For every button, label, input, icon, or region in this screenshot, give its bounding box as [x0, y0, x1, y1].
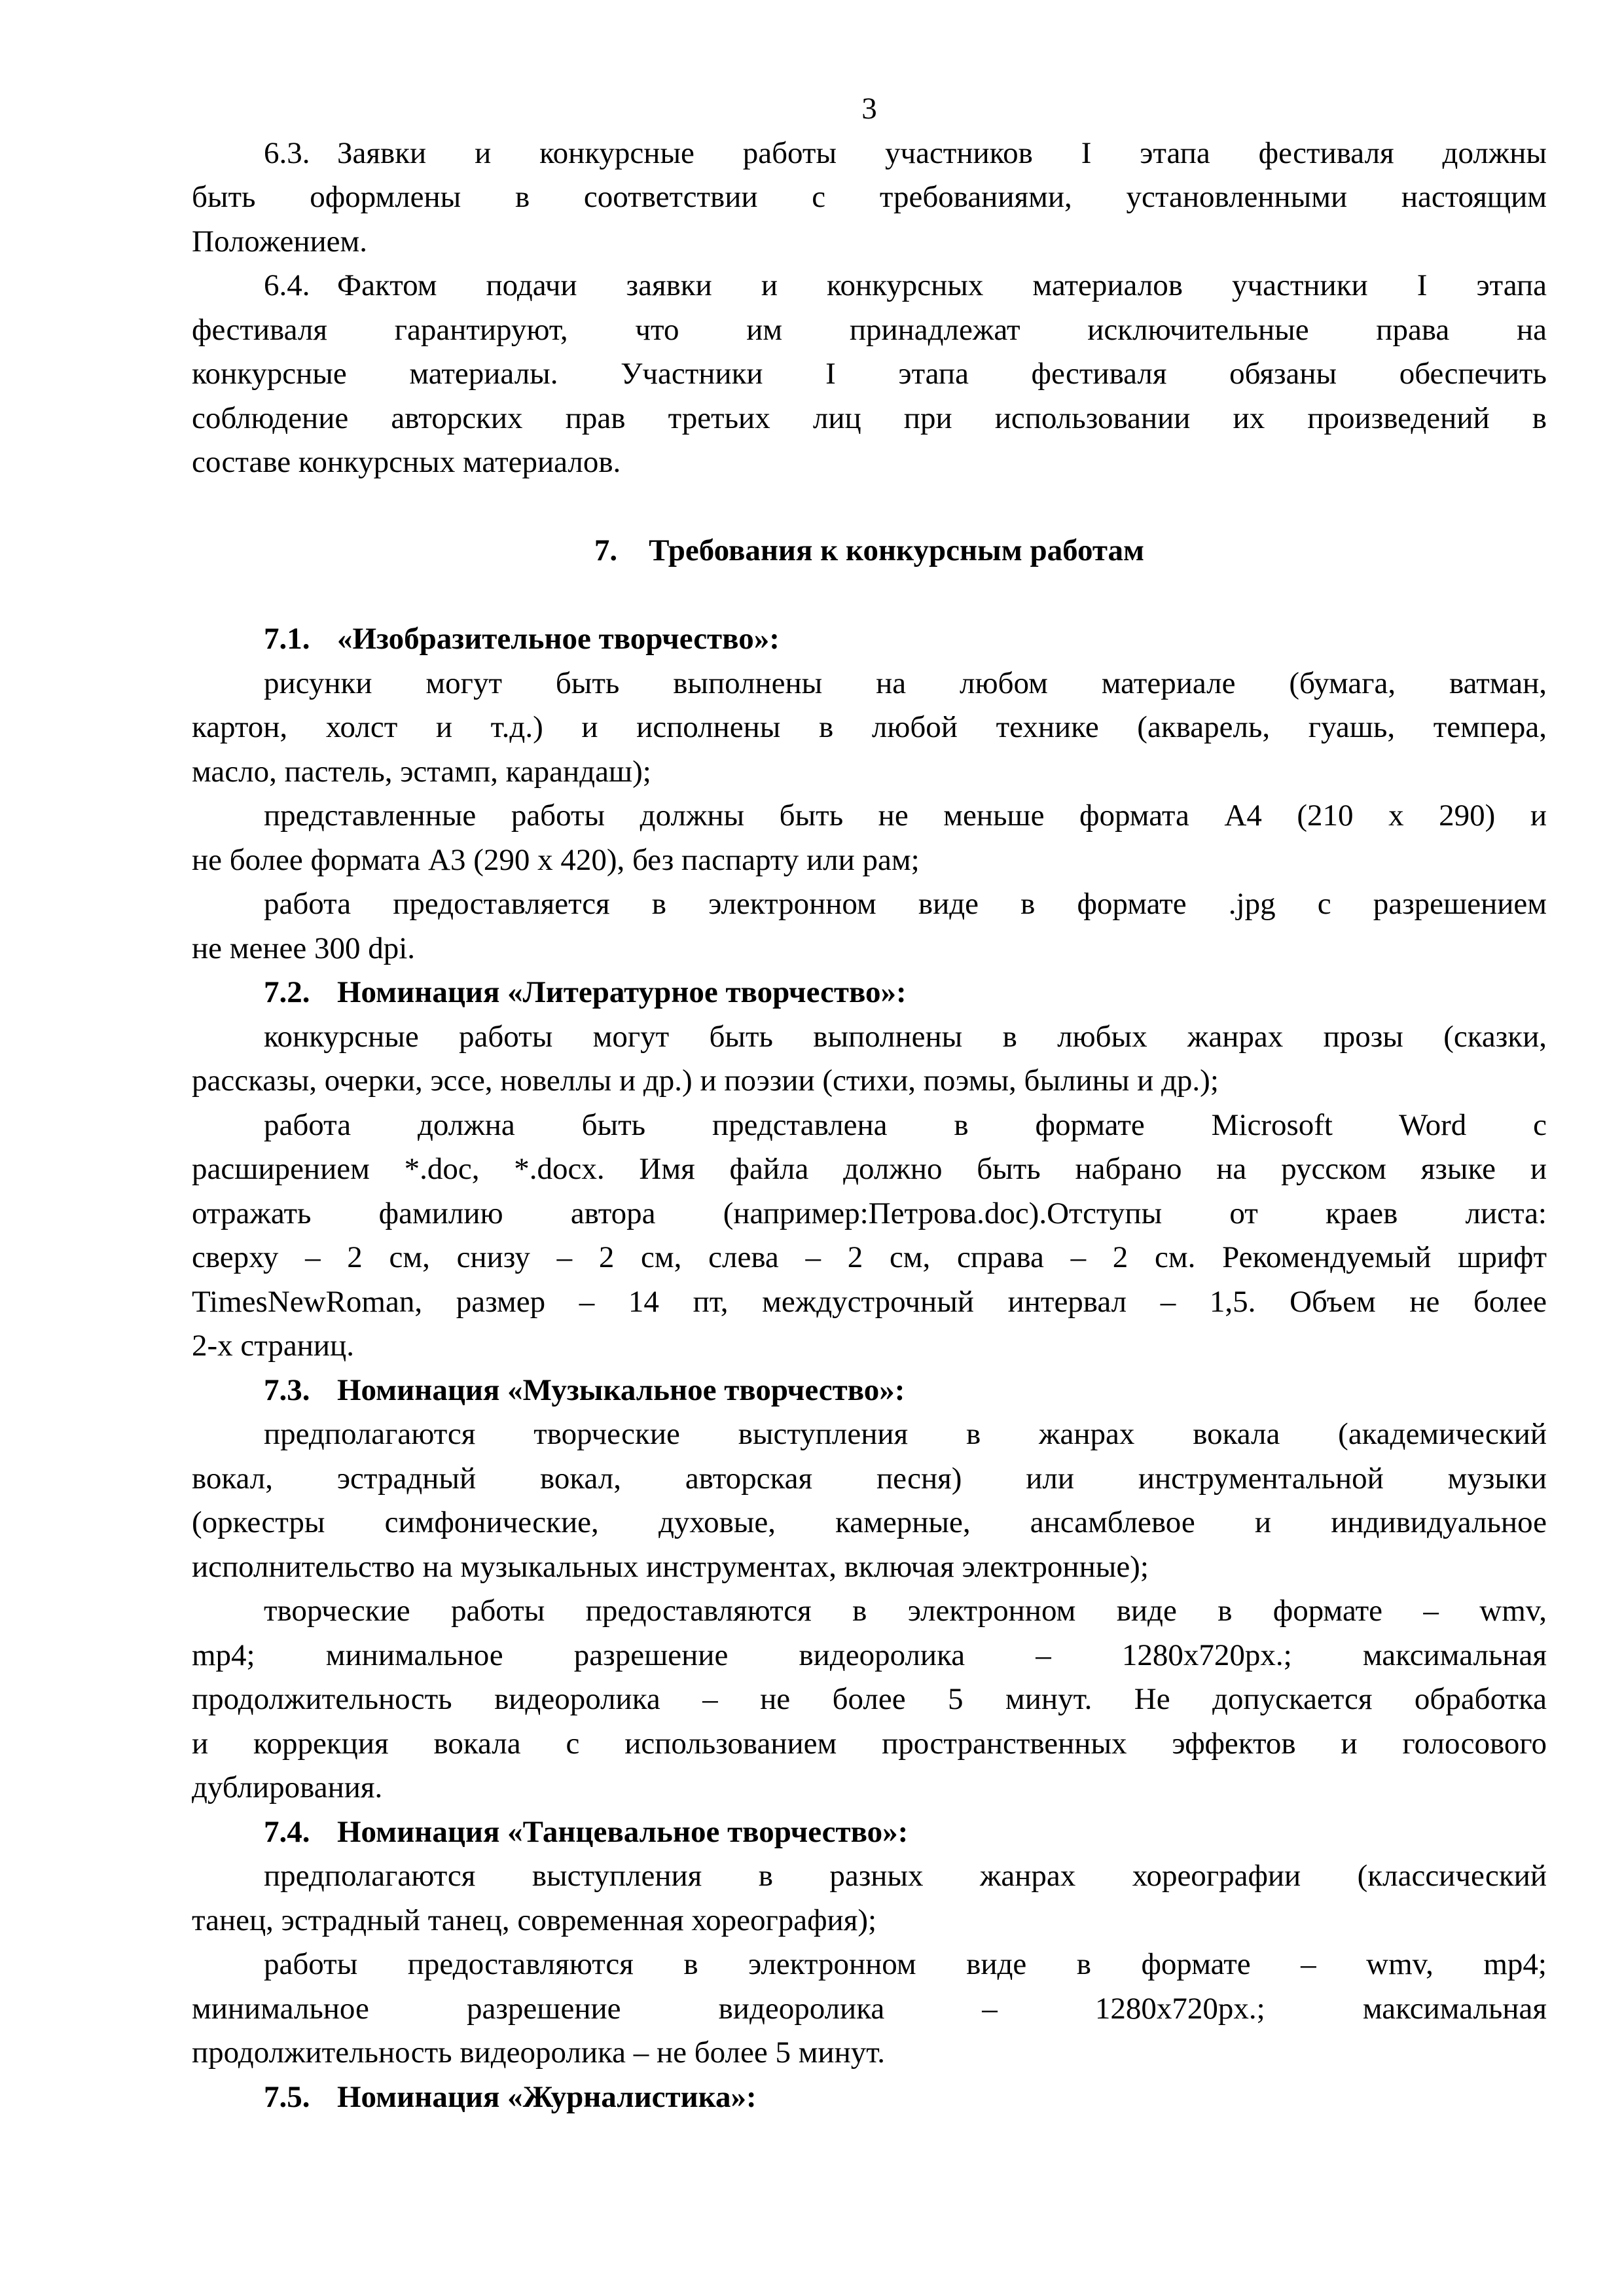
section-7-3-paragraph-1-line-2: вокал, эстрадный вокал, авторская песня) или инструментальной музыки	[192, 1461, 1547, 1496]
clause-text: Заявки и конкурсные работы участников I этапа фестиваля должны	[337, 135, 1547, 170]
section-title: Номинация «Танцевальное творчество»:	[337, 1814, 909, 1849]
clause-6-3-line-2: быть оформлены в соответствии с требованиями, установленными настоящим	[192, 180, 1547, 214]
clause-6-4-line-3: конкурсные материалы. Участники I этапа фестиваля обязаны обеспечить	[192, 357, 1547, 391]
section-7-2-paragraph-2-line-1: работа должна быть представлена в формате Microsoft Word с	[264, 1107, 1547, 1142]
section-7-2-paragraph-2-line-5: TimesNewRoman, размер – 14 пт, междустрочный интервал – 1,5. Объем не более	[192, 1284, 1547, 1319]
clause-6-4-line-1	[192, 264, 1547, 308]
spacer	[192, 485, 1547, 529]
section-7-3-heading	[192, 1369, 1547, 1413]
section-7-5-heading	[192, 2075, 1547, 2120]
clause-6-3-line-3: Положением.	[192, 224, 367, 259]
section-7-1-heading	[192, 617, 1547, 662]
section-number: 7.1.	[264, 622, 310, 656]
section-number: 7.5.	[264, 2079, 310, 2114]
section-7-3-paragraph-1-line-3: (оркестры симфонические, духовые, камерные, ансамблевое и индивидуальное	[192, 1505, 1547, 1539]
page-content	[192, 87, 1547, 2119]
section-7-1-paragraph-3-line-1: работа предоставляется в электронном виде в формате .jpg с разрешением	[264, 887, 1547, 921]
section-7-2-heading	[192, 971, 1547, 1015]
section-7-3-paragraph-2-line-1: творческие работы предоставляются в электронном виде в формате – wmv,	[264, 1594, 1547, 1628]
section-7-1-paragraph-1-line-1: рисунки могут быть выполнены на любом материале (бумага, ватман,	[264, 666, 1547, 700]
section-7-3-paragraph-2-line-5: дублирования.	[192, 1770, 383, 1804]
section-7-2-paragraph-2-line-4: сверху – 2 см, снизу – 2 см, слева – 2 см, справа – 2 см. Рекомендуемый шрифт	[192, 1240, 1547, 1274]
section-7-2-paragraph-2-line-2: расширением *.doc, *.docx. Имя файла должно быть набрано на русском языке и	[192, 1152, 1547, 1186]
clause-number: 6.4.	[264, 268, 310, 302]
clause-text: Фактом подачи заявки и конкурсных материалов участники I этапа	[337, 268, 1547, 302]
section-7-2-paragraph-2-line-6: 2-х страниц.	[192, 1329, 354, 1363]
section-7-heading	[192, 529, 1547, 573]
spacer	[192, 573, 1547, 618]
section-7-4-paragraph-1-line-2: танец, эстрадный танец, современная хореография);	[192, 1903, 877, 1937]
section-title: Номинация «Музыкальное творчество»:	[337, 1372, 905, 1407]
section-7-2-paragraph-1-line-1: конкурсные работы могут быть выполнены в любых жанрах прозы (сказки,	[264, 1019, 1547, 1054]
section-7-1-paragraph-1-line-2: картон, холст и т.д.) и исполнены в любой технике (акварель, гуашь, темпера,	[192, 710, 1547, 744]
section-7-1-paragraph-2-line-2: не более формата А3 (290 х 420), без паспарту или рам;	[192, 842, 920, 877]
clause-6-4-line-2: фестиваля гарантируют, что им принадлежат исключительные права на	[192, 312, 1547, 347]
section-number: 7.4.	[264, 1814, 310, 1849]
section-7-1-paragraph-3-line-2: не менее 300 dpi.	[192, 931, 416, 965]
section-7-2-paragraph-1-line-2: рассказы, очерки, эссе, новеллы и др.) и поэзии (стихи, поэмы, былины и др.);	[192, 1064, 1219, 1098]
section-7-4-paragraph-2-line-3: продолжительность видеоролика – не более 5 минут.	[192, 2036, 885, 2070]
section-7-3-paragraph-1-line-1: предполагаются творческие выступления в жанрах вокала (академический	[264, 1417, 1547, 1451]
section-number: 7.3.	[264, 1372, 310, 1407]
section-7-4-heading	[192, 1810, 1547, 1855]
clause-6-4-line-5: составе конкурсных материалов.	[192, 445, 621, 479]
section-number: 7.	[594, 533, 618, 567]
section-7-3-paragraph-2-line-3: продолжительность видеоролика – не более 5 минут. Не допускается обработка	[192, 1682, 1547, 1716]
section-7-2-paragraph-2-line-3: отражать фамилию автора (например:Петрова.doc).Отступы от краев листа:	[192, 1196, 1547, 1230]
clause-6-3-line-1	[192, 132, 1547, 176]
section-7-3-paragraph-2-line-4: и коррекция вокала с использованием пространственных эффектов и голосового	[192, 1726, 1547, 1761]
clause-6-4-line-4: соблюдение авторских прав третьих лиц при использовании их произведений в	[192, 401, 1547, 435]
section-7-4-paragraph-1-line-1: предполагаются выступления в разных жанрах хореографии (классический	[264, 1859, 1547, 1893]
page-number: 3	[861, 92, 877, 126]
section-7-4-paragraph-2-line-1: работы предоставляются в электронном виде в формате – wmv, mp4;	[264, 1947, 1547, 1981]
section-7-3-paragraph-1-line-4: исполнительство на музыкальных инструментах, включая электронные);	[192, 1549, 1149, 1584]
section-title: «Изобразительное творчество»:	[337, 622, 780, 656]
section-title: Номинация «Литературное творчество»:	[337, 975, 907, 1009]
section-7-4-paragraph-2-line-2: минимальное разрешение видеоролика – 1280х720px.; максимальная	[192, 1991, 1547, 2026]
section-title: Требования к конкурсным работам	[649, 533, 1145, 567]
section-7-1-paragraph-2-line-1: представленные работы должны быть не меньше формата А4 (210 х 290) и	[264, 798, 1547, 833]
clause-number: 6.3.	[264, 135, 310, 170]
section-7-1-paragraph-1-line-3: масло, пастель, эстамп, карандаш);	[192, 754, 651, 789]
section-title: Номинация «Журналистика»:	[337, 2079, 757, 2114]
section-7-3-paragraph-2-line-2: mp4; минимальное разрешение видеоролика – 1280х720px.; максимальная	[192, 1638, 1547, 1672]
section-number: 7.2.	[264, 975, 310, 1009]
